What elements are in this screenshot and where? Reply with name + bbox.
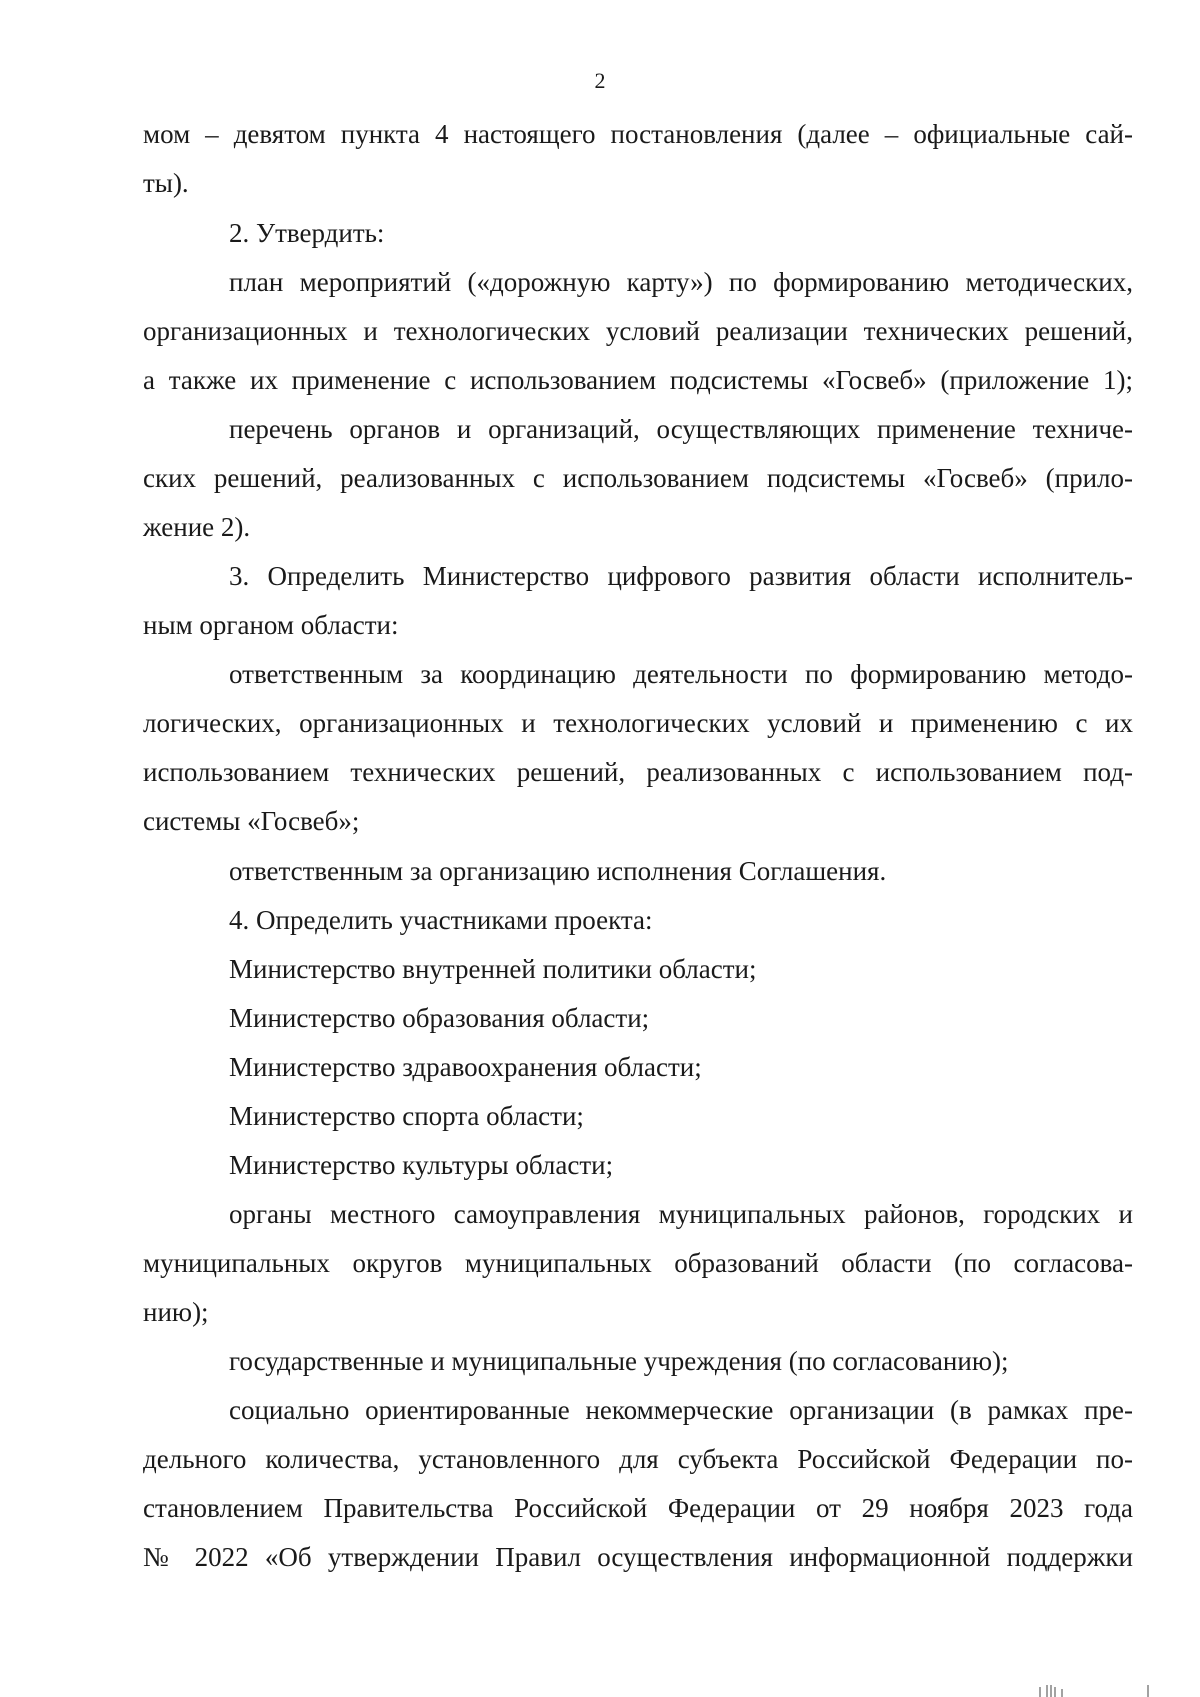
paragraph-line: жение 2). <box>143 512 251 542</box>
paragraph-line: ответственным за координацию деятельности по формированию методо- <box>229 659 1133 689</box>
paragraph-line: ответственным за организацию исполнения Соглашения. <box>229 856 887 886</box>
page-number: 2 <box>594 68 606 93</box>
paragraph-line: перечень органов и организаций, осуществляющих применение техниче- <box>229 414 1133 444</box>
paragraph-line: ты). <box>143 168 189 198</box>
scan-artifact-marks <box>1030 1681 1160 1697</box>
paragraph-line: ских решений, реализованных с использованием подсистемы «Госвеб» (прило- <box>143 463 1133 493</box>
paragraph-line: план мероприятий («дорожную карту») по формированию методических, <box>229 267 1133 297</box>
paragraph-line: системы «Госвеб»; <box>143 806 360 836</box>
section-heading: 3. Определить Министерство цифрового развития области исполнитель- <box>229 561 1133 591</box>
list-item: Министерство образования области; <box>229 1003 650 1033</box>
paragraph-line: дельного количества, установленного для субъекта Российской Федерации по- <box>143 1444 1133 1474</box>
list-item: социально ориентированные некоммерческие организации (в рамках пре- <box>229 1395 1133 1425</box>
paragraph-line: мом – девятом пункта 4 настоящего постановления (далее – официальные сай- <box>143 119 1133 149</box>
paragraph-line: а также их применение с использованием подсистемы «Госвеб» (приложение 1); <box>143 365 1133 395</box>
paragraph-line: № 2022 «Об утверждении Правил осуществления информационной поддержки <box>143 1542 1133 1572</box>
paragraph-line: логических, организационных и технологических условий и применению с их <box>143 708 1133 738</box>
paragraph-line: нию); <box>143 1297 209 1327</box>
paragraph-line: муниципальных округов муниципальных образований области (по согласова- <box>143 1248 1133 1278</box>
paragraph-line: становлением Правительства Российской Федерации от 29 ноября 2023 года <box>143 1493 1133 1523</box>
list-item: Министерство здравоохранения области; <box>229 1052 702 1082</box>
paragraph-line: ным органом области: <box>143 610 399 640</box>
paragraph-line: использованием технических решений, реализованных с использованием под- <box>143 757 1133 787</box>
section-heading: 2. Утвердить: <box>229 218 385 248</box>
list-item: Министерство внутренней политики области; <box>229 954 757 984</box>
list-item: Министерство культуры области; <box>229 1150 614 1180</box>
list-item: государственные и муниципальные учреждения (по согласованию); <box>229 1346 1009 1376</box>
section-heading: 4. Определить участниками проекта: <box>229 905 653 935</box>
list-item: органы местного самоуправления муниципальных районов, городских и <box>229 1199 1133 1229</box>
list-item: Министерство спорта области; <box>229 1101 584 1131</box>
paragraph-line: организационных и технологических условий реализации технических решений, <box>143 316 1133 346</box>
